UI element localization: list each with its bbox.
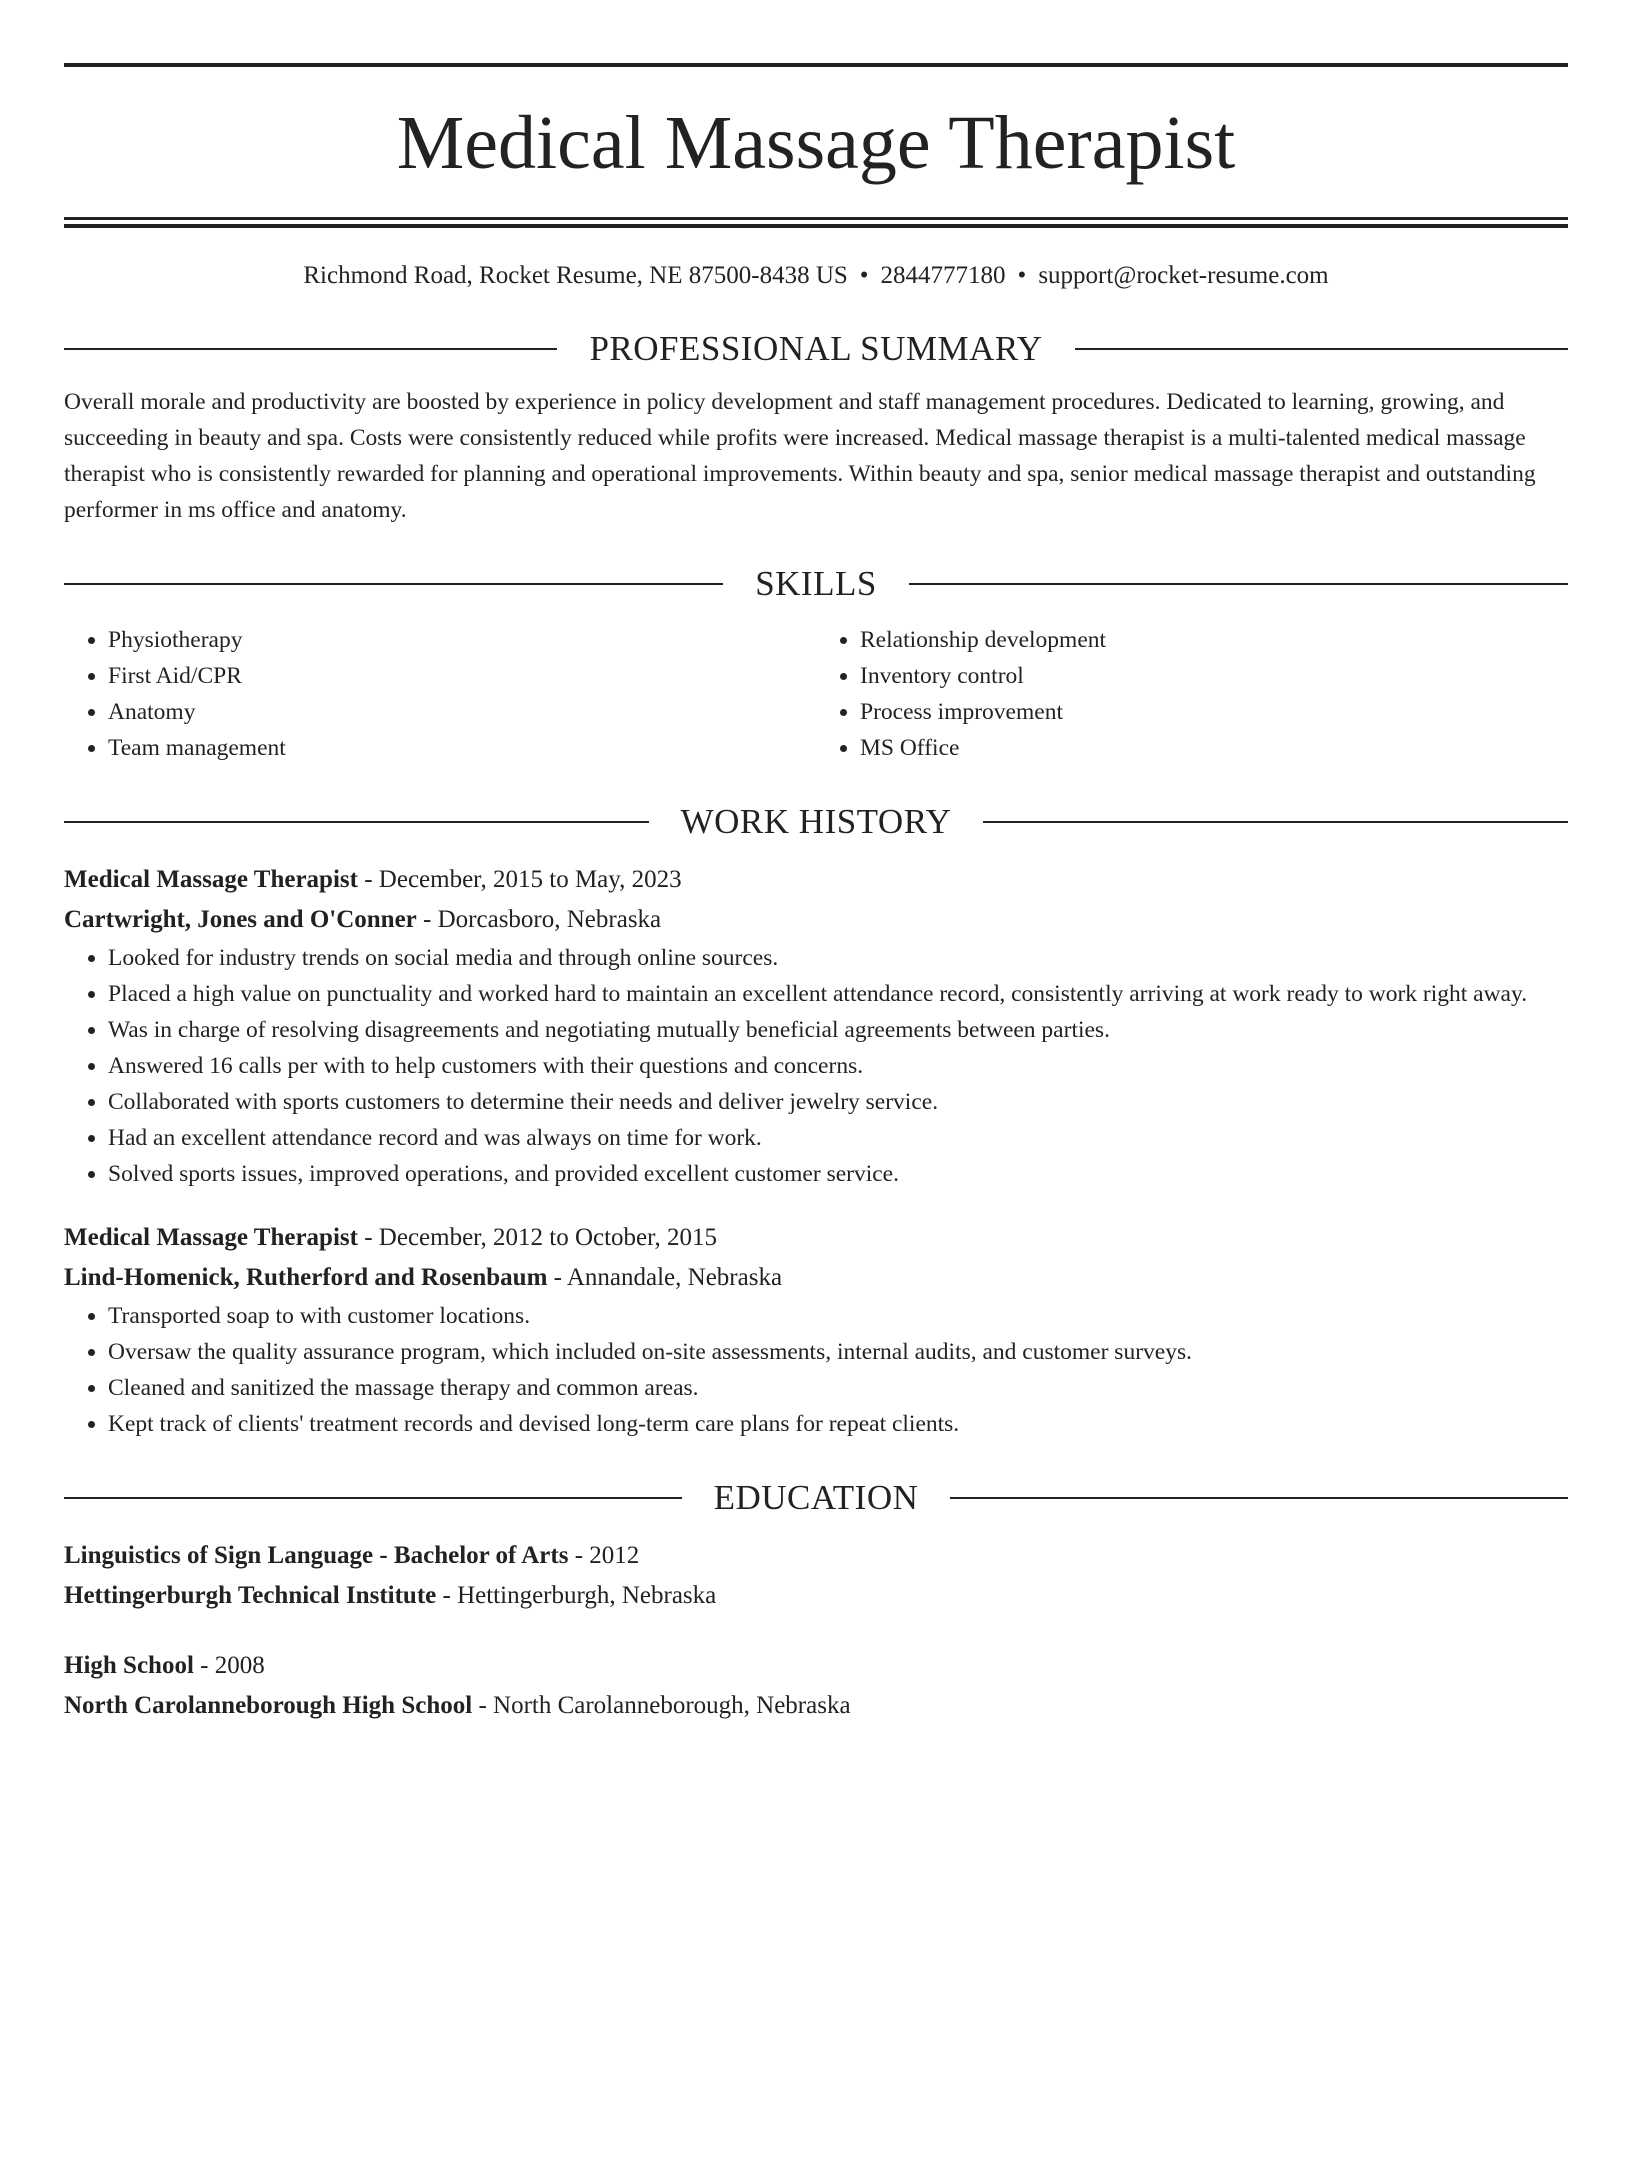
contact-line (64, 259, 1568, 293)
education-degree-line (64, 1536, 1568, 1576)
education-school-line (64, 1686, 1568, 1726)
contact-email: support@rocket-resume.com (1038, 262, 1329, 289)
job-company: Lind-Homenick, Rutherford and Rosenbaum (64, 1264, 548, 1291)
skill-item: • Anatomy (108, 694, 816, 730)
job-entry (64, 1218, 1568, 1442)
skill-item: • Physiotherapy (108, 622, 816, 658)
job-location: - Dorcasboro, Nebraska (416, 906, 662, 933)
heading-rule-left (64, 348, 557, 350)
job-dates: - December, 2015 to May, 2023 (357, 866, 682, 893)
job-company: Cartwright, Jones and O'Conner (64, 906, 417, 933)
education-entry (64, 1646, 1568, 1726)
section-title: SKILLS (755, 564, 877, 603)
summary-text: Overall morale and productivity are boosted by experience in policy development and staff management procedures. Dedicated to learning, growing, and succeeding in beauty and spa. Costs were consistently reduced while profits were increased. Medical massage therapist is a multi-talented medical massage therapist who is consistently rewarded for planning and operational improvements. Within beauty and spa, senior medical massage therapist and outstanding performer in ms office and anatomy. (64, 389, 1536, 523)
heading-rule-left (64, 821, 649, 823)
skill-item: • First Aid/CPR (108, 658, 816, 694)
job-entry (64, 860, 1568, 1192)
job-bullet: • Transported soap to with customer locations. (108, 1298, 1568, 1334)
education-entry (64, 1536, 1568, 1616)
section-title: PROFESSIONAL SUMMARY (589, 329, 1043, 368)
education-school: Hettingerburgh Technical Institute (64, 1582, 437, 1609)
section-title: EDUCATION (713, 1478, 919, 1517)
job-bullet: • Collaborated with sports customers to determine their needs and deliver jewelry service. (108, 1084, 1568, 1120)
skills-columns (64, 622, 1568, 766)
education-location: - Hettingerburgh, Nebraska (436, 1582, 717, 1609)
job-bullet: • Cleaned and sanitized the massage therapy and common areas. (108, 1370, 1568, 1406)
education-degree: High School (64, 1652, 194, 1679)
job-company-line (64, 900, 1568, 940)
skill-item: • Inventory control (860, 658, 1568, 694)
skill-item: • Relationship development (860, 622, 1568, 658)
skills-right-list (816, 622, 1568, 766)
section-heading-education (64, 1476, 1568, 1520)
contact-address: Richmond Road, Rocket Resume, NE 87500-8438 US (303, 262, 848, 289)
job-title-line (64, 1218, 1568, 1258)
contact-separator: • (859, 262, 869, 289)
job-bullet: • Oversaw the quality assurance program, which included on-site assessments, internal audits, and customer surveys. (108, 1334, 1568, 1370)
education-year: - 2012 (568, 1542, 640, 1569)
section-title: WORK HISTORY (680, 802, 952, 841)
job-dates: - December, 2012 to October, 2015 (357, 1224, 717, 1251)
job-bullet: • Answered 16 calls per with to help customers with their questions and concerns. (108, 1048, 1568, 1084)
job-role: Medical Massage Therapist (64, 1224, 358, 1251)
job-bullet: • Placed a high value on punctuality and worked hard to maintain an excellent attendance record, consistently arriving at work ready to work right away. (108, 976, 1568, 1012)
job-bullets (64, 940, 1568, 1192)
job-location: - Annandale, Nebraska (547, 1264, 783, 1291)
section-heading-summary (64, 327, 1568, 371)
education-degree: Linguistics of Sign Language - Bachelor of Arts (64, 1542, 569, 1569)
heading-rule-left (64, 1497, 682, 1499)
job-bullets (64, 1298, 1568, 1442)
heading-rule-right (950, 1497, 1568, 1499)
section-heading-skills (64, 562, 1568, 606)
skill-item: • MS Office (860, 730, 1568, 766)
education-location: - North Carolanneborough, Nebraska (472, 1692, 851, 1719)
candidate-name: Medical Massage Therapist (396, 101, 1236, 185)
education-degree-line (64, 1646, 1568, 1686)
resume-page (0, 63, 1632, 2175)
section-heading-work-history (64, 800, 1568, 844)
job-bullet: • Solved sports issues, improved operations, and provided excellent customer service. (108, 1156, 1568, 1192)
heading-rule-left (64, 583, 723, 585)
job-bullet: • Was in charge of resolving disagreements and negotiating mutually beneficial agreements between parties. (108, 1012, 1568, 1048)
job-bullet: • Looked for industry trends on social media and through online sources. (108, 940, 1568, 976)
heading-rule-right (1075, 348, 1568, 350)
skill-item: • Process improvement (860, 694, 1568, 730)
contact-separator: • (1017, 262, 1027, 289)
job-title-line (64, 860, 1568, 900)
education-school-line (64, 1576, 1568, 1616)
job-role: Medical Massage Therapist (64, 866, 358, 893)
skills-left-list (64, 622, 816, 766)
skill-item: • Team management (108, 730, 816, 766)
education-school: North Carolanneborough High School (64, 1692, 473, 1719)
header-double-rule (64, 217, 1568, 228)
job-company-line (64, 1258, 1568, 1298)
job-bullet: • Had an excellent attendance record and was always on time for work. (108, 1120, 1568, 1156)
heading-rule-right (983, 821, 1568, 823)
heading-rule-right (909, 583, 1568, 585)
education-year: - 2008 (193, 1652, 265, 1679)
contact-phone: 2844777180 (880, 262, 1006, 289)
job-bullet: • Kept track of clients' treatment records and devised long-term care plans for repeat clients. (108, 1406, 1568, 1442)
